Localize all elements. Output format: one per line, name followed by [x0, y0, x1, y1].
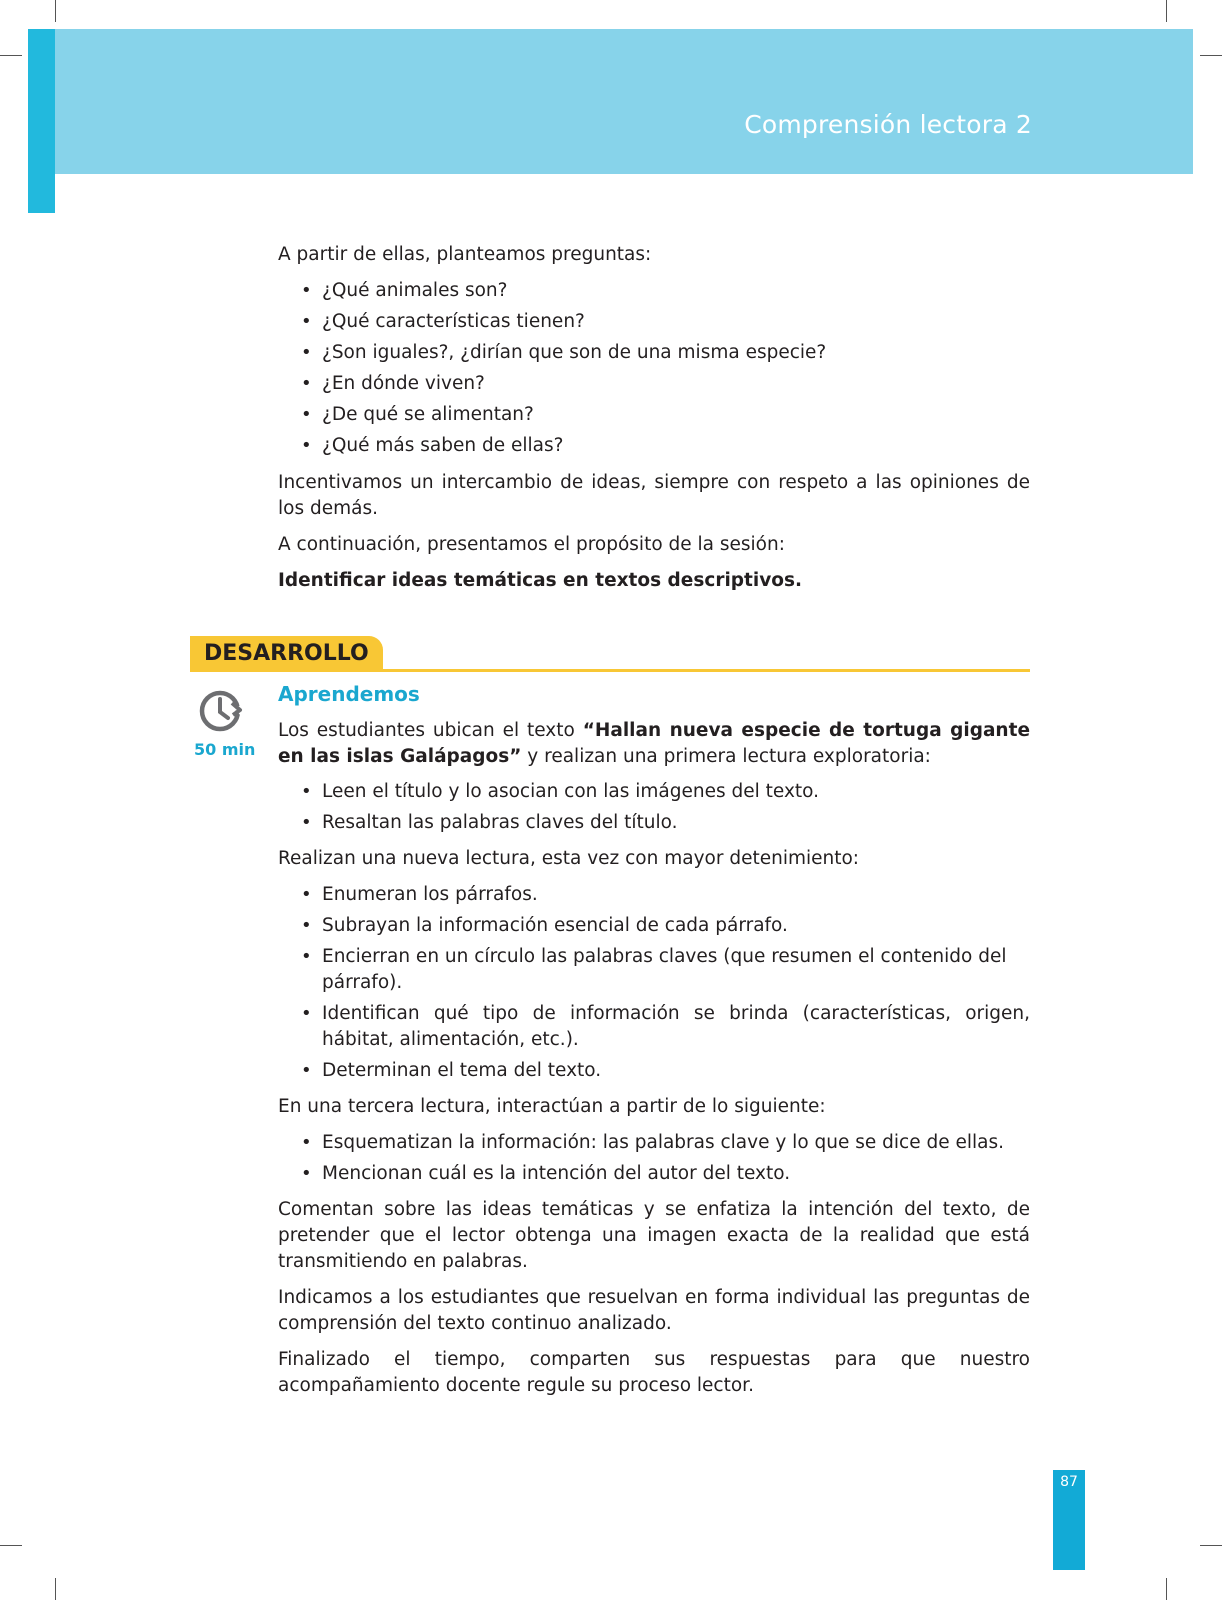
list-item: • Identifican qué tipo de información se brinda (características, origen, hábitat, alimentación, etc.).: [301, 1003, 1030, 1050]
bullet: •: [301, 1060, 312, 1081]
crop-mark: [1166, 0, 1167, 22]
list-item: • Resaltan las palabras claves del título.: [278, 810, 1030, 836]
list-item: • Subrayan la información esencial de cada párrafo.: [278, 913, 1030, 939]
clock-icon: [196, 686, 248, 736]
section-label: DESARROLLO: [190, 636, 383, 672]
development-paragraph: Los estudiantes ubican el texto “Hallan nueva especie de tortuga gigante en las islas Galápagos” y realizan una primera lectura exploratoria:: [278, 720, 1030, 767]
bullet: •: [301, 342, 312, 363]
question-list: [278, 278, 1030, 459]
bullet: •: [301, 1003, 312, 1024]
purpose-lead: A continuación, presentamos el propósito de la sesión:: [278, 534, 785, 555]
development-paragraph: Finalizado el tiempo, comparten sus respuestas para que nuestro acompañamiento docente regule su proceso lector.: [278, 1349, 1030, 1396]
bullet: •: [301, 946, 312, 967]
development-paragraph: Realizan una nueva lectura, esta vez con mayor detenimiento:: [278, 848, 860, 869]
exchange-paragraph: Incentivamos un intercambio de ideas, siempre con respeto a las opiniones de los demás.: [278, 472, 1030, 519]
list-item: • Enumeran los párrafos.: [278, 882, 1030, 908]
crop-mark: [1200, 55, 1222, 56]
list-item: • ¿Qué más saben de ellas?: [278, 433, 1030, 459]
crop-mark: [1166, 1578, 1167, 1600]
crop-mark: [55, 0, 56, 22]
header-band: [55, 29, 1193, 174]
intro-lead: A partir de ellas, planteamos preguntas:: [278, 244, 652, 265]
list-item: • Determinan el tema del texto.: [278, 1058, 1030, 1084]
crop-mark: [0, 55, 22, 56]
list-item: • Esquematizan la información: las palabras clave y lo que se dice de ellas.: [278, 1130, 1030, 1156]
intro-block: [278, 242, 1030, 594]
page-number: 87: [1060, 1474, 1078, 1490]
bullet: •: [301, 404, 312, 425]
list-item: • Leen el título y lo asocian con las imágenes del texto.: [278, 779, 1030, 805]
development-block: [278, 718, 1030, 1399]
reading-list-2: [278, 882, 1030, 1084]
header-tab: [28, 29, 55, 213]
purpose-statement: Identificar ideas temáticas en textos descriptivos.: [278, 570, 803, 591]
list-item: • ¿De qué se alimentan?: [278, 402, 1030, 428]
list-item: • ¿Qué características tienen?: [278, 309, 1030, 335]
list-item: • ¿Son iguales?, ¿dirían que son de una misma especie?: [278, 340, 1030, 366]
crop-mark: [0, 1545, 22, 1546]
list-item: • ¿Qué animales son?: [278, 278, 1030, 304]
bullet: •: [301, 781, 312, 802]
time-label: 50 min: [194, 740, 256, 759]
page-title: Comprensión lectora 2: [744, 110, 1032, 139]
development-paragraph: Comentan sobre las ideas temáticas y se enfatiza la intención del texto, de pretender que el lector obtenga una imagen exacta de la realidad que está transmitiendo en palabras.: [278, 1199, 1030, 1272]
subheading: Aprendemos: [278, 682, 420, 706]
reading-list-3: [278, 1130, 1030, 1187]
bullet: •: [301, 435, 312, 456]
bullet: •: [301, 1163, 312, 1184]
development-paragraph: Indicamos a los estudiantes que resuelvan en forma individual las preguntas de comprensión del texto continuo analizado.: [278, 1287, 1030, 1334]
bullet: •: [301, 311, 312, 332]
bullet: •: [301, 915, 312, 936]
reading-list-1: [278, 779, 1030, 836]
crop-mark: [55, 1578, 56, 1600]
list-item: • Mencionan cuál es la intención del autor del texto.: [278, 1161, 1030, 1187]
bullet: •: [301, 373, 312, 394]
bullet: •: [301, 884, 312, 905]
bullet: •: [301, 812, 312, 833]
bullet: •: [301, 1132, 312, 1153]
list-item: • ¿En dónde viven?: [278, 371, 1030, 397]
crop-mark: [1200, 1545, 1222, 1546]
development-paragraph: En una tercera lectura, interactúan a partir de lo siguiente:: [278, 1096, 826, 1117]
list-item: • Encierran en un círculo las palabras claves (que resumen el contenido del párrafo).: [301, 946, 1007, 993]
bullet: •: [301, 280, 312, 301]
